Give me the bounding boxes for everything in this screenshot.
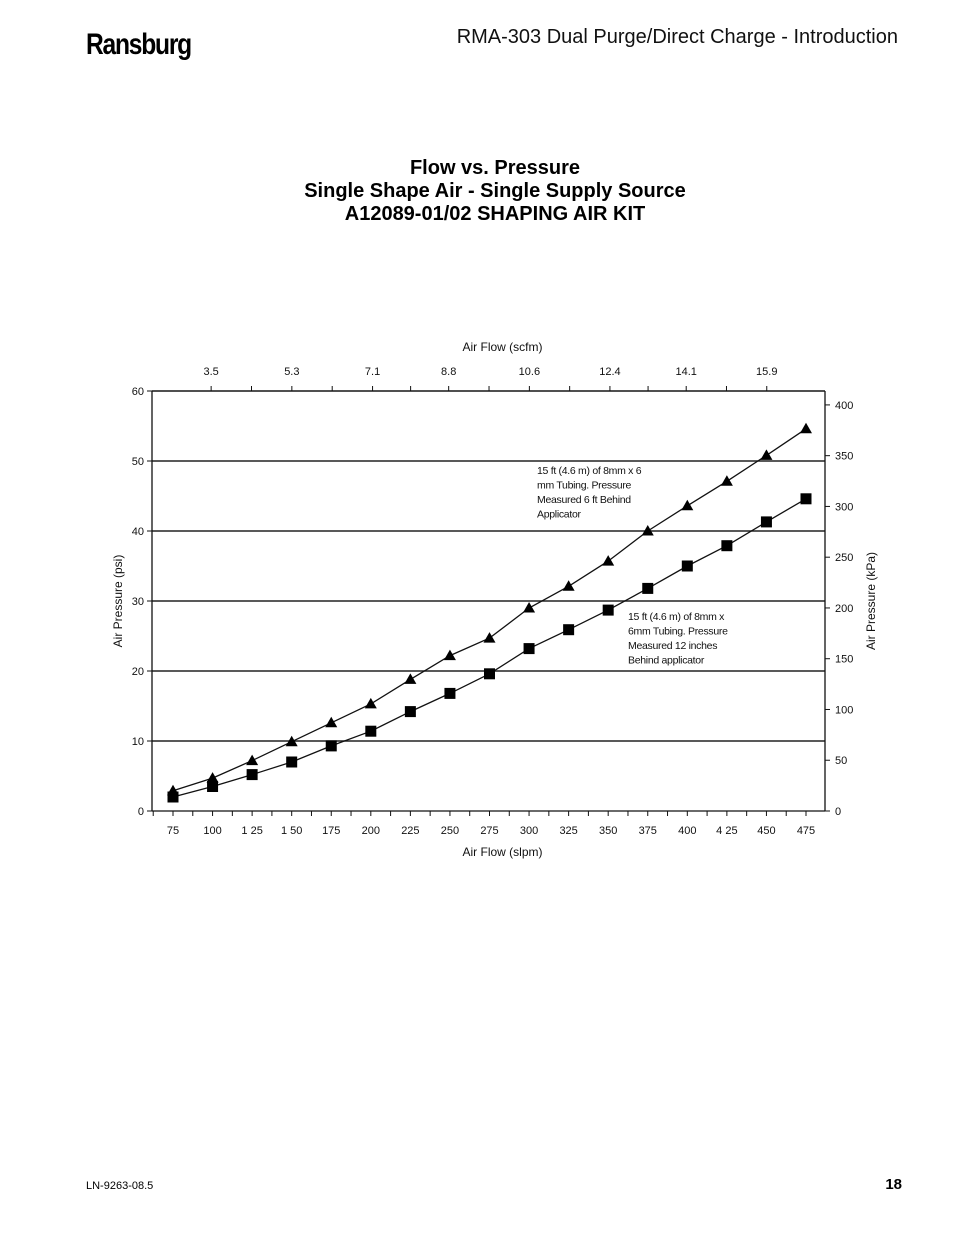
y-tick-label: 40 — [131, 526, 144, 538]
triangle-point — [444, 650, 456, 661]
x-tick-label: 250 — [440, 825, 460, 837]
square-point — [326, 740, 337, 751]
triangle-point — [246, 755, 258, 766]
y-tick-label: 30 — [131, 596, 144, 608]
x-tick-label: 225 — [401, 825, 420, 837]
chart-title-line-1: Flow vs. Pressure — [409, 157, 581, 179]
square-point — [603, 605, 614, 616]
chart-title-line-3: A12089-01/02 SHAPING AIR KIT — [344, 203, 646, 225]
y2-tick-label: 250 — [835, 552, 854, 565]
y2-tick-label: 50 — [835, 755, 848, 768]
x-tick-label: 275 — [480, 825, 499, 837]
square-point — [286, 757, 297, 768]
x-tick-label: 300 — [519, 825, 539, 837]
x2-tick-label: 10.6 — [518, 366, 541, 378]
x2-axis-title: Air Flow (scfm) — [462, 340, 543, 354]
x2-tick-label: 14.1 — [675, 366, 697, 378]
annotation-triangle-line: 15 ft (4.6 m) of 8mm x 6 — [537, 465, 642, 477]
square-point — [642, 583, 653, 594]
y2-tick-label: 0 — [835, 806, 842, 818]
x-tick-label: 350 — [599, 825, 618, 837]
y2-tick-label: 200 — [835, 602, 854, 615]
x-tick-label: 375 — [638, 825, 657, 837]
x-tick-label: 325 — [559, 825, 578, 837]
brand-logo: Ransburg — [86, 28, 191, 61]
square-point — [365, 726, 376, 737]
annotation-square-line: 15 ft (4.6 m) of 8mm x — [628, 611, 725, 623]
document-number: LN-9263-08.5 — [86, 1180, 154, 1192]
x-tick-label: 475 — [796, 825, 816, 837]
x-tick-label: 200 — [361, 825, 380, 837]
annotation-square-line: Measured 12 inches — [628, 640, 718, 652]
y2-tick-label: 400 — [835, 399, 854, 412]
chart-title-line-2: Single Shape Air - Single Supply Source — [304, 180, 686, 202]
label-layer — [111, 340, 878, 859]
square-point — [168, 792, 179, 803]
y-tick-label: 60 — [131, 386, 144, 398]
square-point — [207, 781, 218, 792]
triangle-point — [760, 449, 772, 460]
triangle-point — [563, 580, 575, 591]
y2-axis-title: Air Pressure (kPa) — [864, 551, 878, 651]
x2-tick-label: 8.8 — [441, 366, 457, 378]
y-tick-label: 10 — [131, 736, 144, 748]
annotation-square-line: Behind applicator — [628, 654, 705, 667]
square-point — [247, 769, 258, 780]
series-triangle-line — [173, 429, 806, 791]
square-point — [761, 516, 772, 527]
y-axis-title: Air Pressure (psi) — [111, 554, 125, 648]
triangle-point — [365, 698, 377, 709]
annotation-triangle-line: mm Tubing. Pressure — [537, 479, 632, 492]
annotation-triangle-line: Applicator — [537, 508, 581, 521]
y-tick-label: 50 — [131, 456, 144, 468]
square-point — [524, 643, 535, 654]
x-axis-title: Air Flow (slpm) — [462, 845, 543, 859]
x-tick-label: 75 — [166, 825, 180, 837]
x2-tick-label: 5.3 — [284, 366, 300, 378]
x-tick-label: 4 25 — [716, 825, 738, 837]
annotation-triangle-line: Measured 6 ft Behind — [537, 494, 631, 506]
triangle-point — [800, 423, 812, 434]
y2-tick-label: 300 — [835, 501, 854, 514]
x2-tick-label: 12.4 — [599, 366, 621, 378]
grid-layer — [152, 391, 825, 741]
x-tick-label: 100 — [203, 825, 222, 837]
x2-tick-label: 7.1 — [364, 366, 381, 378]
triangle-point — [523, 602, 535, 613]
square-point — [721, 540, 732, 551]
triangle-point — [325, 717, 337, 728]
x-tick-label: 450 — [757, 825, 776, 837]
annotation-square-line: 6mm Tubing. Pressure — [628, 625, 728, 638]
x-tick-label: 175 — [322, 825, 341, 837]
y-tick-label: 20 — [131, 666, 144, 678]
square-point — [405, 706, 416, 717]
square-point — [682, 561, 693, 572]
y2-tick-label: 100 — [835, 704, 854, 717]
document-title: RMA-303 Dual Purge/Direct Charge - Introduction — [456, 26, 898, 48]
x-tick-label: 1 25 — [241, 825, 263, 837]
triangle-point — [721, 475, 733, 486]
x2-tick-label: 3.5 — [203, 366, 219, 378]
square-point — [484, 668, 495, 679]
triangle-point — [404, 673, 416, 684]
square-point — [563, 624, 574, 635]
x2-tick-label: 15.9 — [756, 366, 778, 378]
square-point — [444, 688, 455, 699]
y-tick-label: 0 — [137, 806, 144, 818]
x-tick-label: 400 — [678, 825, 697, 837]
x-tick-label: 1 50 — [280, 825, 303, 837]
y2-tick-label: 350 — [835, 450, 854, 463]
y2-tick-label: 150 — [835, 653, 854, 666]
page-number: 18 — [885, 1176, 902, 1193]
triangle-point — [642, 525, 654, 536]
triangle-point — [484, 632, 496, 643]
square-point — [801, 493, 812, 504]
triangle-point — [681, 500, 693, 511]
triangle-point — [602, 555, 614, 566]
